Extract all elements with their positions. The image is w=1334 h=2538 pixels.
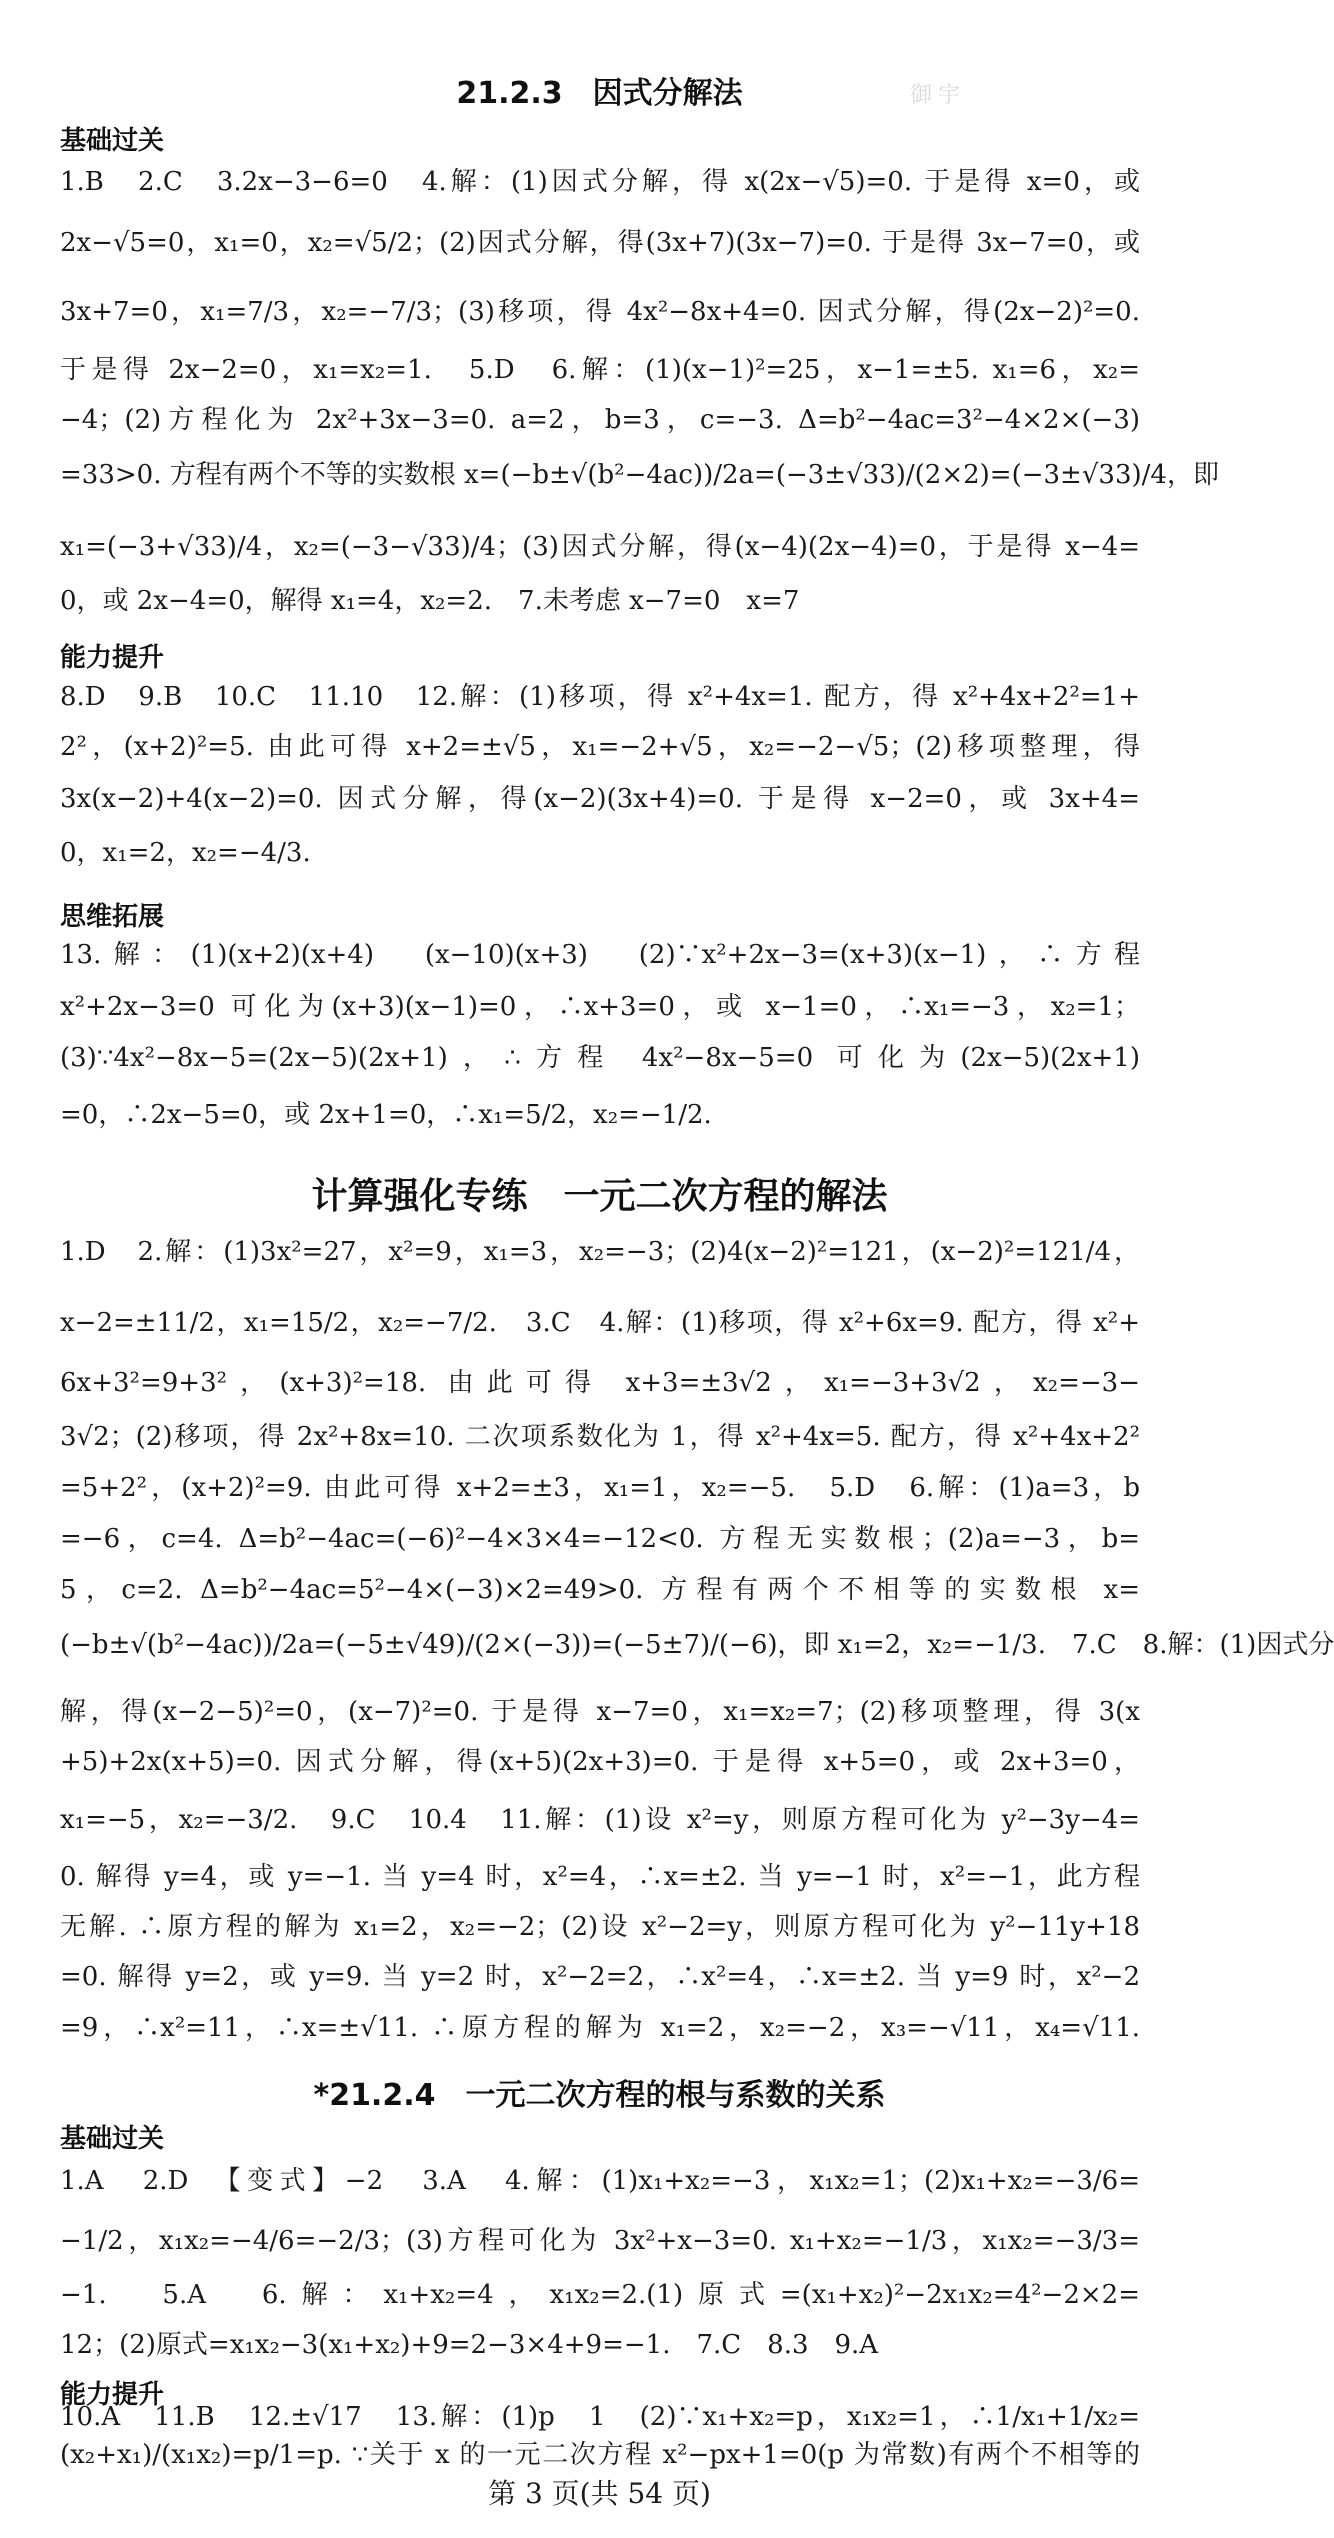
text-line: −1. 5.A 6.解：x₁+x₂=4，x₁x₂=2.(1)原式=(x₁+x₂)²−2x₁x₂=4²−2×2= [60, 2280, 1140, 2310]
text-line: 无解. ∴原方程的解为 x₁=2，x₂=−2；(2)设 x²−2=y，则原方程可化为 y²−11y+18 [60, 1912, 1140, 1942]
text-line: =33>0. 方程有两个不等的实数根 x=(−b±√(b²−4ac))/2a=(−3±√33)/(2×2)=(−3±√33)/4，即 [60, 460, 1219, 490]
section-title-21-2-4: *21.2.4 一元二次方程的根与系数的关系 [313, 2078, 886, 2113]
text-line: =0，∴2x−5=0，或 2x+1=0，∴x₁=5/2，x₂=−1/2. [60, 1100, 712, 1130]
text-line: 3√2；(2)移项，得 2x²+8x=10. 二次项系数化为 1，得 x²+4x=5. 配方，得 x²+4x+2² [60, 1422, 1140, 1452]
text-line: 8.D 9.B 10.C 11.10 12.解：(1)移项，得 x²+4x=1. 配方，得 x²+4x+2²=1+ [60, 682, 1140, 712]
text-line: 0，x₁=2，x₂=−4/3. [60, 838, 311, 868]
page-footer: 第 3 页(共 54 页) [488, 2477, 711, 2510]
text-line: 1.A 2.D 【变式】−2 3.A 4.解：(1)x₁+x₂=−3，x₁x₂=1；(2)x₁+x₂=−3/6= [60, 2166, 1140, 2196]
text-line: (3)∵4x²−8x−5=(2x−5)(2x+1)，∴方程 4x²−8x−5=0 可化为(2x−5)(2x+1) [60, 1043, 1140, 1073]
section-title-21-2-3: 21.2.3 因式分解法 [456, 76, 743, 111]
text-line: −4；(2)方程化为 2x²+3x−3=0. a=2，b=3，c=−3. Δ=b²−4ac=3²−4×2×(−3) [60, 405, 1140, 435]
text-line: 2²，(x+2)²=5. 由此可得 x+2=±√5，x₁=−2+√5，x₂=−2−√5；(2)移项整理，得 [60, 732, 1140, 762]
text-line: =−6，c=4. Δ=b²−4ac=(−6)²−4×3×4=−12<0. 方程无实数根；(2)a=−3，b= [60, 1524, 1140, 1554]
text-line: =0. 解得 y=2，或 y=9. 当 y=2 时，x²−2=2，∴x²=4，∴x=±2. 当 y=9 时，x²−2 [60, 1962, 1140, 1992]
text-line: 10.A 11.B 12.±√17 13.解：(1)p 1 (2)∵x₁+x₂=p，x₁x₂=1，∴1/x₁+1/x₂= [60, 2402, 1140, 2432]
watermark: 御宇 [910, 83, 967, 108]
text-line: 2x−√5=0，x₁=0，x₂=√5/2；(2)因式分解，得(3x+7)(3x−7)=0. 于是得 3x−7=0，或 [60, 228, 1140, 258]
text-line: =9，∴x²=11，∴x=±√11. ∴原方程的解为 x₁=2，x₂=−2，x₃=−√11，x₄=√11. [60, 2013, 1140, 2043]
text-line: x₁=−5，x₂=−3/2. 9.C 10.4 11.解：(1)设 x²=y，则原方程可化为 y²−3y−4= [60, 1805, 1140, 1835]
text-line: =5+2²，(x+2)²=9. 由此可得 x+2=±3，x₁=1，x₂=−5. 5.D 6.解：(1)a=3，b [60, 1473, 1140, 1503]
text-line: x−2=±11/2，x₁=15/2，x₂=−7/2. 3.C 4.解：(1)移项，得 x²+6x=9. 配方，得 x²+ [60, 1308, 1140, 1338]
subheading-thinking: 思维拓展 [60, 902, 165, 932]
text-line: 解，得(x−2−5)²=0，(x−7)²=0. 于是得 x−7=0，x₁=x₂=7；(2)移项整理，得 3(x [60, 1697, 1140, 1727]
text-line: 13.解：(1)(x+2)(x+4) (x−10)(x+3) (2)∵x²+2x−3=(x+3)(x−1)，∴方程 [60, 940, 1140, 970]
text-line: 6x+3²=9+3²，(x+3)²=18. 由此可得 x+3=±3√2，x₁=−3+3√2，x₂=−3− [60, 1368, 1140, 1398]
text-line: 3x(x−2)+4(x−2)=0. 因式分解，得(x−2)(3x+4)=0. 于是得 x−2=0，或 3x+4= [60, 784, 1140, 814]
subheading-ability: 能力提升 [60, 643, 165, 673]
text-line: −1/2，x₁x₂=−4/6=−2/3；(3)方程可化为 3x²+x−3=0. x₁+x₂=−1/3，x₁x₂=−3/3= [60, 2226, 1140, 2256]
text-line: 1.D 2.解：(1)3x²=27，x²=9，x₁=3，x₂=−3；(2)4(x−2)²=121，(x−2)²=121/4， [60, 1237, 1140, 1267]
text-line: (x₂+x₁)/(x₁x₂)=p/1=p. ∵关于 x 的一元二次方程 x²−px+1=0(p 为常数)有两个不相等的 [60, 2440, 1140, 2470]
subheading-ability: 能力提升 [60, 2380, 165, 2410]
text-line: 于是得 2x−2=0，x₁=x₂=1. 5.D 6.解：(1)(x−1)²=25，x−1=±5. x₁=6，x₂= [60, 355, 1140, 385]
text-line: 3x+7=0，x₁=7/3，x₂=−7/3；(3)移项，得 4x²−8x+4=0. 因式分解，得(2x−2)²=0. [60, 297, 1140, 327]
text-line: 1.B 2.C 3.2x−3−6=0 4.解：(1)因式分解，得 x(2x−√5)=0. 于是得 x=0，或 [60, 167, 1140, 197]
subheading-basic: 基础过关 [60, 126, 165, 156]
text-line: +5)+2x(x+5)=0. 因式分解，得(x+5)(2x+3)=0. 于是得 x+5=0，或 2x+3=0， [60, 1747, 1140, 1777]
text-line: x₁=(−3+√33)/4，x₂=(−3−√33)/4；(3)因式分解，得(x−4)(2x−4)=0，于是得 x−4= [60, 532, 1140, 562]
text-line: 0. 解得 y=4，或 y=−1. 当 y=4 时，x²=4，∴x=±2. 当 y=−1 时，x²=−1，此方程 [60, 1862, 1140, 1892]
text-line: 12；(2)原式=x₁x₂−3(x₁+x₂)+9=2−3×4+9=−1. 7.C 8.3 9.A [60, 2330, 879, 2360]
text-line: (−b±√(b²−4ac))/2a=(−5±√49)/(2×(−3))=(−5±7)/(−6)，即 x₁=2，x₂=−1/3. 7.C 8.解：(1)因式分 [60, 1630, 1334, 1660]
text-line: x²+2x−3=0 可化为(x+3)(x−1)=0，∴x+3=0，或 x−1=0，∴x₁=−3，x₂=1； [60, 992, 1140, 1022]
section-title-calc-practice: 计算强化专练 一元二次方程的解法 [311, 1176, 888, 1217]
text-line: 0，或 2x−4=0，解得 x₁=4，x₂=2. 7.未考虑 x−7=0 x=7 [60, 586, 800, 616]
text-line: 5，c=2. Δ=b²−4ac=5²−4×(−3)×2=49>0. 方程有两个不相等的实数根 x= [60, 1575, 1140, 1605]
subheading-basic: 基础过关 [60, 2124, 165, 2154]
